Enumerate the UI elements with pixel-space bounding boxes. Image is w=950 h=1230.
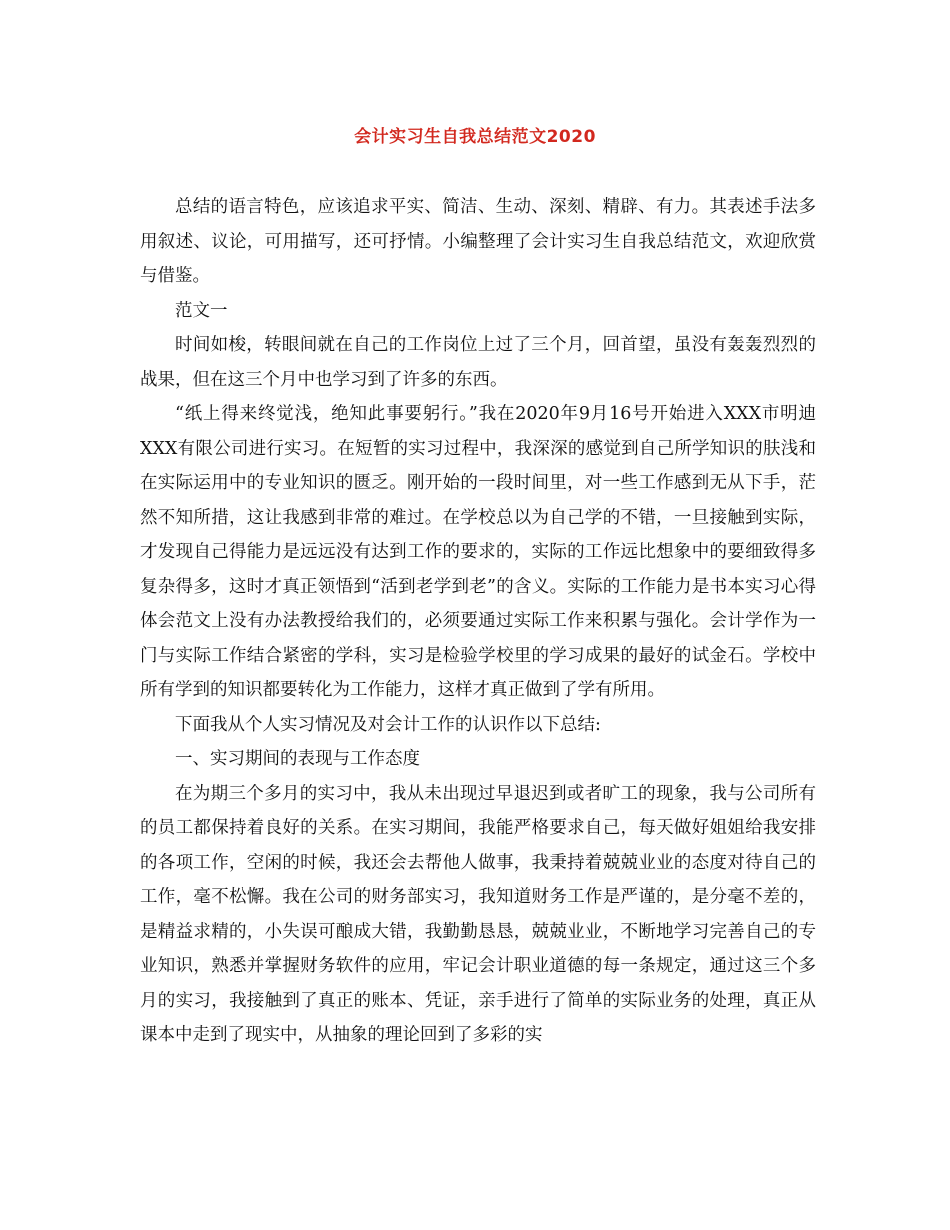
document-body [140, 190, 816, 1053]
paragraph-intro: 总结的语言特色，应该追求平实、简洁、生动、深刻、精辟、有力。其表述手法多用叙述、议论，可用描写，还可抒情。小编整理了会计实习生自我总结范文，欢迎欣赏与借鉴。 [140, 197, 816, 286]
paragraph: 在为期三个多月的实习中，我从未出现过早退迟到或者旷工的现象，我与公司所有的员工都保持着良好的关系。在实习期间，我能严格要求自己，每天做好姐姐给我安排的各项工作，空闲的时候，我还会去帮他人做事，我秉持着兢兢业业的态度对待自己的工作，毫不松懈。我在公司的财务部实习，我知道财务工作是严谨的，是分毫不差的，是精益求精的，小失误可酿成大错，我勤勤恳恳，兢兢业业，不断地学习完善自己的专业知识，熟悉并掌握财务软件的应用，牢记会计职业道德的每一条规定，通过这三个多月的实习，我接触到了真正的账本、凭证，亲手进行了简单的实际业务的处理，真正从课本中走到了现实中，从抽象的理论回到了多彩的实 [140, 783, 816, 1045]
paragraph: 时间如梭，转眼间就在自己的工作岗位上过了三个月，回首望，虽没有轰轰烈烈的战果，但在这三个月中也学习到了许多的东西。 [140, 335, 816, 390]
section-heading: 一、实习期间的表现与工作态度 [175, 749, 420, 769]
paragraph: 下面我从个人实习情况及对会计工作的认识作以下总结: [175, 714, 601, 735]
document-title: 会计实习生自我总结范文2020 [354, 127, 596, 147]
paragraph: “纸上得来终觉浅，绝知此事要躬行。”我在2020年9月16号开始进入XXX市明迪XXX有限公司进行实习。在短暂的实习过程中，我深深的感觉到自己所学知识的肤浅和在实际运用中的专业知识的匮乏。刚开始的一段时间里，对一些工作感到无从下手，茫然不知所措，这让我感到非常的难过。在学校总以为自己学的不错，一旦接触到实际，才发现自己得能力是远远没有达到工作的要求的，实际的工作远比想象中的要细致得多复杂得多，这时才真正领悟到“活到老学到老”的含义。实际的工作能力是书本实习心得体会范文上没有办法教授给我们的，必须要通过实际工作来积累与强化。会计学作为一门与实际工作结合紧密的学科，实习是检验学校里的学习成果的最好的试金石。学校中所有学到的知识都要转化为工作能力，这样才真正做到了学有所用。 [140, 404, 816, 700]
paragraph-sample-heading: 范文一 [175, 300, 228, 321]
